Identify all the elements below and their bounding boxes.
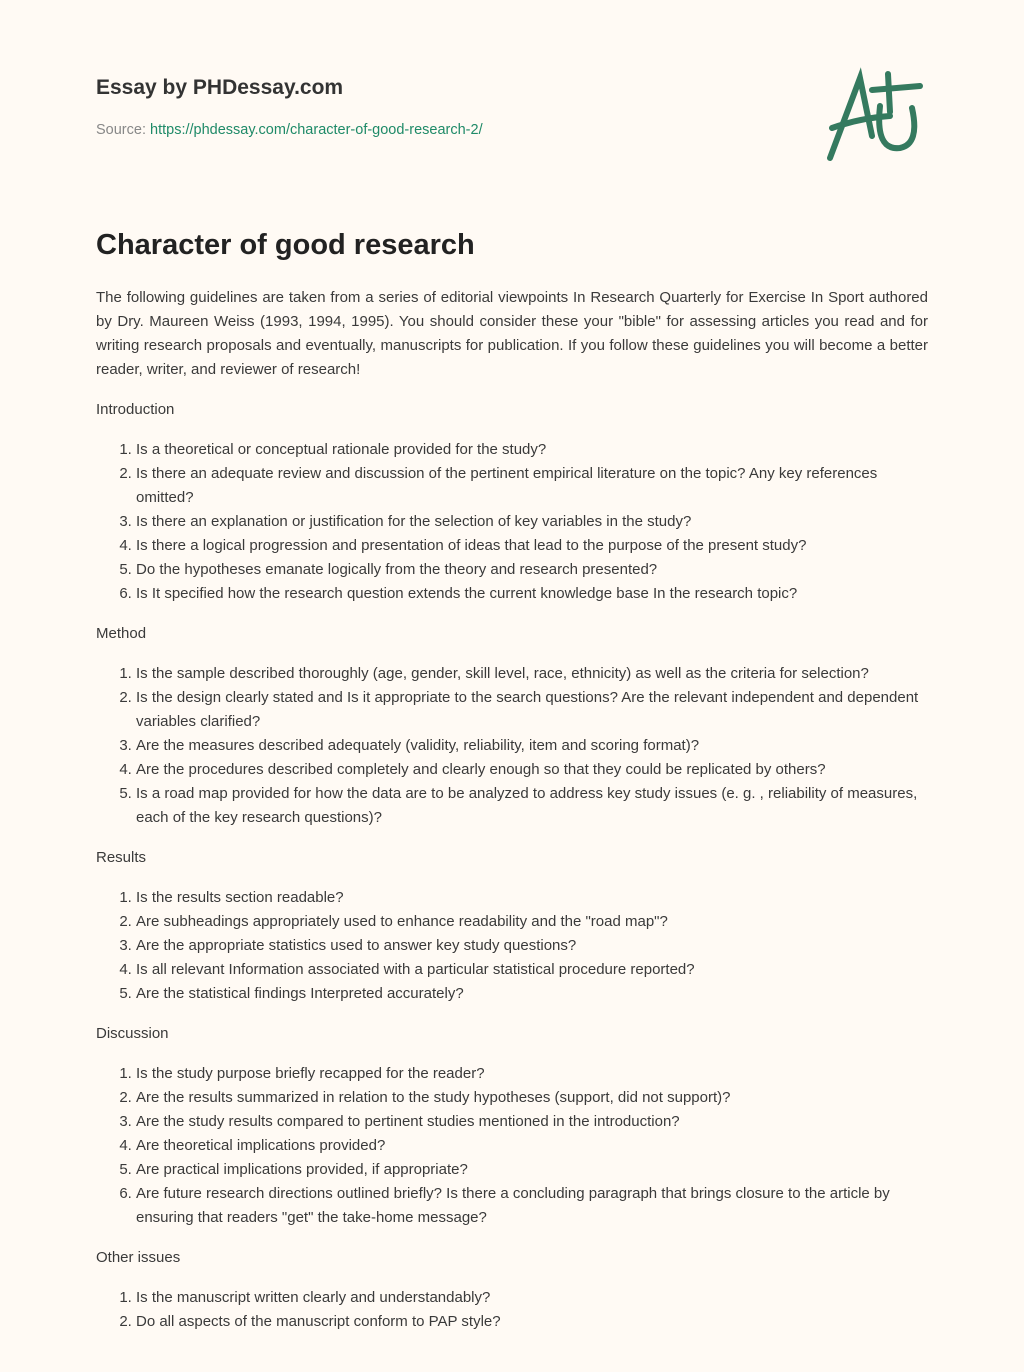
question-list	[96, 1062, 928, 1230]
list-item: 5. Do the hypotheses emanate logically from the theory and research presented?	[136, 558, 928, 582]
list-item: 1. Is the manuscript written clearly and understandably?	[136, 1286, 928, 1310]
list-item: 3. Are the measures described adequately (validity, reliability, item and scoring format)?	[136, 734, 928, 758]
list-item: 4. Are theoretical implications provided?	[136, 1134, 928, 1158]
section-heading: Introduction	[96, 401, 175, 418]
list-item: 5. Are the statistical findings Interpreted accurately?	[136, 982, 928, 1006]
header	[96, 76, 483, 138]
list-item: 3. Is there an explanation or justification for the selection of key variables in the study?	[136, 510, 928, 534]
question-list	[96, 886, 928, 1006]
list-item: 4. Is all relevant Information associated with a particular statistical procedure reported?	[136, 958, 928, 982]
question-list	[96, 662, 928, 830]
section-heading: Other issues	[96, 1249, 181, 1266]
sections	[96, 398, 928, 1334]
list-item: 2. Do all aspects of the manuscript conform to PAP style?	[136, 1310, 928, 1334]
section-heading: Method	[96, 625, 147, 642]
list-item: 1. Is a theoretical or conceptual rationale provided for the study?	[136, 438, 928, 462]
list-item: 2. Is the design clearly stated and Is it appropriate to the search questions? Are the relevant independent and dependent variables clarified?	[136, 686, 928, 734]
list-item: 1. Is the results section readable?	[136, 886, 928, 910]
essay-content	[96, 226, 928, 1350]
list-item: 4. Is there a logical progression and presentation of ideas that lead to the purpose of the present study?	[136, 534, 928, 558]
source-link[interactable]: https://phdessay.com/character-of-good-research-2/	[150, 122, 483, 138]
source-line	[96, 122, 483, 138]
list-item: 3. Are the study results compared to pertinent studies mentioned in the introduction?	[136, 1110, 928, 1134]
list-item: 6. Is It specified how the research question extends the current knowledge base In the research topic?	[136, 582, 928, 606]
a-plus-logo	[820, 66, 930, 166]
list-item: 3. Are the appropriate statistics used to answer key study questions?	[136, 934, 928, 958]
list-item: 6. Are future research directions outlined briefly? Is there a concluding paragraph that brings closure to the article by ensuring that readers "get" the take-home message?	[136, 1182, 928, 1230]
brand-title: Essay by PHDessay.com	[96, 76, 344, 99]
list-item: 2. Are the results summarized in relation to the study hypotheses (support, did not support)?	[136, 1086, 928, 1110]
section-heading: Discussion	[96, 1025, 169, 1042]
section-heading: Results	[96, 849, 147, 866]
list-item: 2. Are subheadings appropriately used to enhance readability and the "road map"?	[136, 910, 928, 934]
question-list	[96, 1286, 928, 1334]
source-label: Source:	[96, 122, 146, 138]
intro-paragraph: The following guidelines are taken from a series of editorial viewpoints In Research Quarterly for Exercise In Sport authored by Dry. Maureen Weiss (1993, 1994, 1995). You should consider these your "bible" for assessing articles you read and for writing research proposals and eventually, manuscripts for publication. If you follow these guidelines you will become a better reader, writer, and reviewer of research!	[96, 289, 928, 378]
essay-title: Character of good research	[96, 229, 475, 261]
list-item: 1. Is the study purpose briefly recapped for the reader?	[136, 1062, 928, 1086]
list-item: 5. Is a road map provided for how the data are to be analyzed to address key study issues (e. g. , reliability of measures, each of the key research questions)?	[136, 782, 928, 830]
list-item: 1. Is the sample described thoroughly (age, gender, skill level, race, ethnicity) as well as the criteria for selection?	[136, 662, 928, 686]
list-item: 4. Are the procedures described completely and clearly enough so that they could be replicated by others?	[136, 758, 928, 782]
question-list	[96, 438, 928, 606]
list-item: 5. Are practical implications provided, if appropriate?	[136, 1158, 928, 1182]
list-item: 2. Is there an adequate review and discussion of the pertinent empirical literature on the topic? Any key references omitted?	[136, 462, 928, 510]
